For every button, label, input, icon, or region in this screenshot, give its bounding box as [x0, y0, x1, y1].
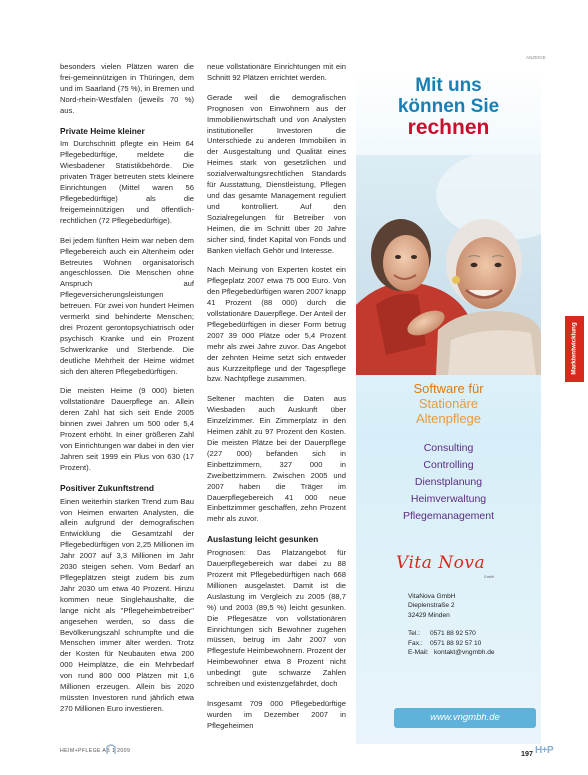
- section-side-tab-label: Marktentwicklung: [570, 322, 578, 375]
- vitanova-logo: [396, 553, 506, 587]
- ad-headline-line-1: Mit uns: [415, 75, 482, 96]
- section-side-tab: [565, 316, 584, 382]
- email-label: E-Mail:: [408, 649, 429, 657]
- ad-headline-line-3: rechnen: [407, 116, 490, 139]
- page-number: 197: [521, 749, 533, 758]
- ad-photo-elderly-women: [356, 155, 541, 375]
- phone-label: Tel.:: [408, 630, 421, 638]
- article-paragraph: Bei jedem fünften Heim war neben dem Pflegebereich auch ein Altenheim oder Betreutes Wohnen organisatorisch angeschlossen. Die Menschen ohne Anspruch auf Pflegeversicherungsleistungen betreuen. Für zwei von hundert Heimen vermerkt sind behinderte Menschen; drei Prozent gerontopsychiatrisch oder psychisch Kranke und ein Prozent Schwerkranke und Sterbende. Die deutliche Mehrheit der Heime widmet sich den älteren Pflegebedürftigen.: [60, 235, 194, 376]
- footer-logo: H+P: [535, 745, 554, 756]
- fax-label: Fax.:: [408, 639, 423, 647]
- ad-services-list: [356, 440, 541, 525]
- email-address[interactable]: kontakt@vngmbh.de: [434, 649, 495, 657]
- article-subheading: Positiver Zukunftstrend: [60, 482, 154, 493]
- article-subheading: Auslastung leicht gesunken: [207, 534, 319, 545]
- fax-line: [408, 639, 536, 648]
- ad-software-line-3: Altenpflege: [415, 411, 482, 426]
- ad-headline-line-2: können Sie: [397, 96, 500, 117]
- article-subheading: Private Heime kleiner: [60, 125, 145, 136]
- fax-number: 0571 88 92 57 10: [430, 639, 482, 647]
- footer-publication: HEIM+PFLEGE AB 1 2009: [60, 748, 131, 754]
- article-column-1: [60, 62, 194, 724]
- ad-headline: [356, 75, 541, 138]
- article-paragraph: Nach Meinung von Experten kostet ein Pflegeplatz 2007 etwa 75 000 Euro. Von den Pflegebedürftigen waren 2007 knapp 41 Prozent (88 000) durch die vollstationäre Dauerpflege. Der Anteil der Pflegebedürftigen in dieser Form betrug 2007 39 000 Plätze oder 5,4 Prozent mehr als zwei Jahre zuvor. Das Angebot der zehnten Heime setzt sich entweder aus Kurzzeitpflege und der Tagespflege bzw. Nachtpflege zusammen.: [207, 265, 346, 384]
- email-line: [408, 648, 536, 657]
- ad-service-item: Pflegemanagement: [402, 510, 495, 522]
- article-paragraph: Einen weiterhin starken Trend zum Bau von Heimen erwarten Analysten, die allein aufgrund der demografischen Entwicklung die Gesamtzahl der Pflegebedürftigen von 2,25 Millionen im Jahr 2007 auf 3,3 Millionen im Jahr 2030 steigen sehen. Vom Bedarf an Pflegeplätzen steigt zudem bis zum Jahr 2030 um etwa 40 Prozent. Hinzu kommen neue Singlehaushalte, die lange nicht als "Pflegeheimbetreiber" angesehen werden, so dass die Bevölkerungszahl schrumpfte und die Menschen immer älter werden. Trotz der Kosten für Neubauten etwa 200 000 Heimplätze, die ein Mehrbedarf von rund 800 000 Plätzen mit 1,6 Millionen erzeugen. Allein bis 2020 müssten Investoren rund jährlich etwa 270 Millionen Euro investieren.: [60, 496, 194, 713]
- ad-contact-block: [408, 592, 536, 657]
- article-paragraph: besonders vielen Plätzen waren die frei-gemeinnützigen in Thüringen, dem und im Saarland (75 %), in Bremen und Nord-rhein-Westfalen (jeweils 70 %) aus.: [60, 62, 194, 115]
- ad-software-line-2: Stationäre: [418, 396, 479, 411]
- footer-mark-icon: [106, 742, 116, 760]
- phone-line: [408, 629, 536, 638]
- ad-service-item: Consulting: [423, 442, 474, 454]
- article-paragraph: Im Durchschnitt pflegte ein Heim 64 Pflegebedürftige, meldete die Wiesbadener Statistikbehörde. Die privaten Träger betreuten stets kleinere Einrichtungen (Mittel waren 56 Pflegebedürftige) als die freigemeinnützigen und öffentlich-rechtlichen (72 Pflegebedürftige).: [60, 139, 194, 225]
- article-paragraph: Seltener machten die Daten aus Wiesbaden auch Auskunft über Einzelzimmer. Ein Zimmerplatz in den Heimen zählt zu 97 Prozent den Kosten. Die meisten Plätze bei der Dauerpflege (227 000) befanden sich in Einbettzimmern, 327 000 in Zweibettzimmern. Zwischen 2005 und 2007 haben die Träger im Dauerpflegebereich 41 000 neue Einbettzimmer geschaffen, zehn Prozent mehr als zuvor.: [207, 394, 346, 524]
- article-paragraph: Gerade weil die demografischen Prognosen von Einwohnern aus der Immobilienwirtschaft und von Analysten institutioneller Investoren die Unterschiede zu anderen Immobilien in der Ausgestaltung und Qualität eines Heimes stark von gesetzlichen und sozialverwaltungsrechtlichen Standards für Ausstattung, Dienstleistung, Pflegen und das gesamte Management reguliert und kontrolliert. Auf den Sozialregelungen für Betreiber von Heimen, die im Schnitt über 20 Jahre sicher sind, findet Kapital von Fonds und Banken vielfach Gehör und Interesse.: [207, 92, 346, 255]
- ad-software-title: [356, 381, 541, 426]
- ad-service-item: Heimverwaltung: [410, 493, 487, 505]
- ad-service-item: Dienstplanung: [414, 476, 483, 488]
- article-paragraph: Prognosen: Das Platzangebot für Dauerpflegebereich war dabei zu 88 Prozent mit Pflegebedürftigen nach 668 Millionen ausgelastet. Damit ist die Auslastung im Vergleich zu 2005 (88,7 %) und 2003 (89,5 %) leicht gesunken. Die Pflegesätze von vollstationären Einrichtungen sich Bewohner zugehen müssen, betrug im Jahr 2007 von Pflegestufe Heimbewohnern. Prozent der Heimbewohner etwa 8 Prozent nicht unbedingt gute schwarze Zahlen schreiben und existenzgefährdet, doch: [207, 548, 346, 689]
- ad-marker: ANZEIGE: [526, 55, 546, 60]
- company-city: 32429 Minden: [408, 611, 450, 619]
- vitanova-logo-sub: GmbH: [484, 575, 495, 579]
- phone-number: 0571 88 92 570: [430, 630, 476, 638]
- article-paragraph: Die meisten Heime (9 000) bieten vollstationäre Dauerpflege an. Allein deren Zahl hat sich seit Ende 2005 binnen zwei Jahren um 500 oder 5,4 Prozent erhöht. In einer größeren Zahl von Einrichtungen war dabei in den vier Jahren seit 1999 ein Plus von 630 (17 Prozent).: [60, 386, 194, 472]
- vitanova-logo-text: Vita Nova: [396, 553, 486, 573]
- ad-software-line-1: Software für: [413, 381, 484, 396]
- company-street: Dieplenstraße 2: [408, 602, 455, 610]
- article-paragraph: Insgesamt 709 000 Pflegebedürftige wurden im Dezember 2007 in Pflegeheimen: [207, 698, 346, 730]
- ad-service-item: Controlling: [423, 459, 474, 471]
- ad-website-link[interactable]: www.vngmbh.de: [394, 708, 536, 728]
- advertisement[interactable]: [356, 65, 541, 744]
- company-name: VitaNova GmbH: [408, 593, 456, 600]
- article-paragraph: neue vollstationäre Einrichtungen mit ein Schnitt 92 Plätzen errichtet werden.: [207, 62, 346, 82]
- article-column-2: [207, 62, 346, 741]
